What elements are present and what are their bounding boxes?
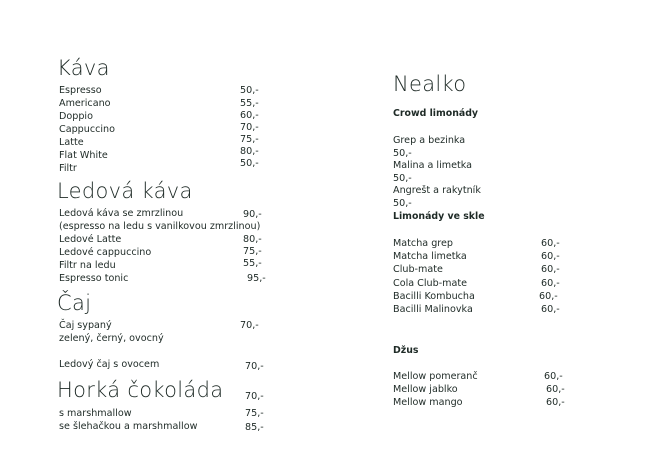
price-mellow-mango: 60,- <box>546 397 565 408</box>
menu-item-filtr-na-ledu: Filtr na ledu <box>59 260 116 271</box>
price-matcha-limetka: 60,- <box>541 251 560 262</box>
menu-item-ledove-latte: Ledové Latte <box>59 234 122 245</box>
menu-item-se-slehackou: se šlehačkou a marshmallow <box>59 421 198 432</box>
price-americano: 55,- <box>240 98 259 109</box>
price-ledove-cappuccino: 75,- <box>243 246 262 257</box>
menu-item-cappuccino: Cappuccino <box>59 124 116 135</box>
menu-item-caj-sypany: Čaj sypaný <box>59 320 112 331</box>
price-espresso-tonic: 95,- <box>247 273 266 284</box>
menu-item-mellow-mango: Mellow mango <box>393 397 463 408</box>
menu-item-matcha-grep: Matcha grep <box>393 238 454 249</box>
menu-item-cola-club-mate: Cola Club-mate <box>393 278 468 289</box>
menu-item-bacilli-kombucha: Bacilli Kombucha <box>393 291 475 302</box>
menu-item-s-marshmallow: s marshmallow <box>59 408 132 419</box>
price-malina-a-limetka: 50,- <box>393 173 412 184</box>
menu-item-bacilli-malinovka: Bacilli Malinovka <box>393 304 473 315</box>
price-ledovy-caj: 70,- <box>245 361 264 372</box>
price-club-mate: 60,- <box>541 264 560 275</box>
price-ledova-kava-zmrzlina: 90,- <box>243 209 262 220</box>
menu-item-americano: Americano <box>59 98 111 109</box>
menu-item-ledova-kava-zmrzlina: Ledová káva se zmrzlinou <box>59 208 184 219</box>
menu-item-espresso-tonic: Espresso tonic <box>59 273 129 284</box>
price-flat-white: 80,- <box>240 146 259 157</box>
price-ledove-latte: 80,- <box>243 234 262 245</box>
price-caj-sypany: 70,- <box>240 320 259 331</box>
price-matcha-grep: 60,- <box>541 238 560 249</box>
menu-item-filtr: Filtr <box>59 163 77 174</box>
menu-item-ledovy-caj: Ledový čaj s ovocem <box>59 359 160 370</box>
menu-item-caj-druhy: zelený, černý, ovocný <box>59 333 164 344</box>
section-title-ledova-kava: Ledová káva <box>57 179 193 203</box>
menu-item-angrest-a-rakytnik: Angrešt a rakytník <box>393 185 481 196</box>
menu-item-mellow-pomeranc: Mellow pomeranč <box>393 371 478 382</box>
section-title-horka-cokolada: Horká čokoláda <box>57 378 224 402</box>
price-filtr: 50,- <box>240 158 259 169</box>
menu-item-club-mate: Club-mate <box>393 264 443 275</box>
menu-item-matcha-limetka: Matcha limetka <box>393 251 467 262</box>
section-title-nealko: Nealko <box>393 72 467 96</box>
price-filtr-na-ledu: 55,- <box>243 258 262 269</box>
price-grep-a-bezinka: 50,- <box>393 148 412 159</box>
price-latte: 75,- <box>240 134 259 145</box>
menu-item-ledove-cappuccino: Ledové cappuccino <box>59 247 152 258</box>
menu-item-flat-white: Flat White <box>59 150 108 161</box>
menu-item-mellow-jablko: Mellow jablko <box>393 384 458 395</box>
subsection-title-crowd-limonady: Crowd limonády <box>393 108 479 119</box>
price-bacilli-kombucha: 60,- <box>539 291 558 302</box>
price-mellow-jablko: 60,- <box>546 384 565 395</box>
menu-item-ledova-kava-description: (espresso na ledu s vanilkovou zmrzlinou) <box>59 221 261 232</box>
price-horka-cokolada: 70,- <box>245 391 264 402</box>
menu-item-grep-a-bezinka: Grep a bezinka <box>393 135 466 146</box>
subsection-title-dzus: Džus <box>393 345 419 356</box>
price-se-slehackou: 85,- <box>245 422 264 433</box>
price-mellow-pomeranc: 60,- <box>544 371 563 382</box>
section-title-kava: Káva <box>57 56 110 80</box>
section-title-caj: Čaj <box>57 291 92 315</box>
menu-item-malina-a-limetka: Malina a limetka <box>393 160 473 171</box>
price-s-marshmallow: 75,- <box>245 408 264 419</box>
menu-item-doppio: Doppio <box>59 111 93 122</box>
subsection-title-limonady-ve-skle: Limonády ve skle <box>393 211 485 222</box>
price-doppio: 60,- <box>240 110 259 121</box>
menu-item-espresso: Espresso <box>59 85 102 96</box>
price-cappuccino: 70,- <box>240 122 259 133</box>
menu-item-latte: Latte <box>59 137 84 148</box>
price-espresso: 50,- <box>240 85 259 96</box>
price-bacilli-malinovka: 60,- <box>541 304 560 315</box>
price-angrest-a-rakytnik: 50,- <box>393 198 412 209</box>
price-cola-club-mate: 60,- <box>541 278 560 289</box>
